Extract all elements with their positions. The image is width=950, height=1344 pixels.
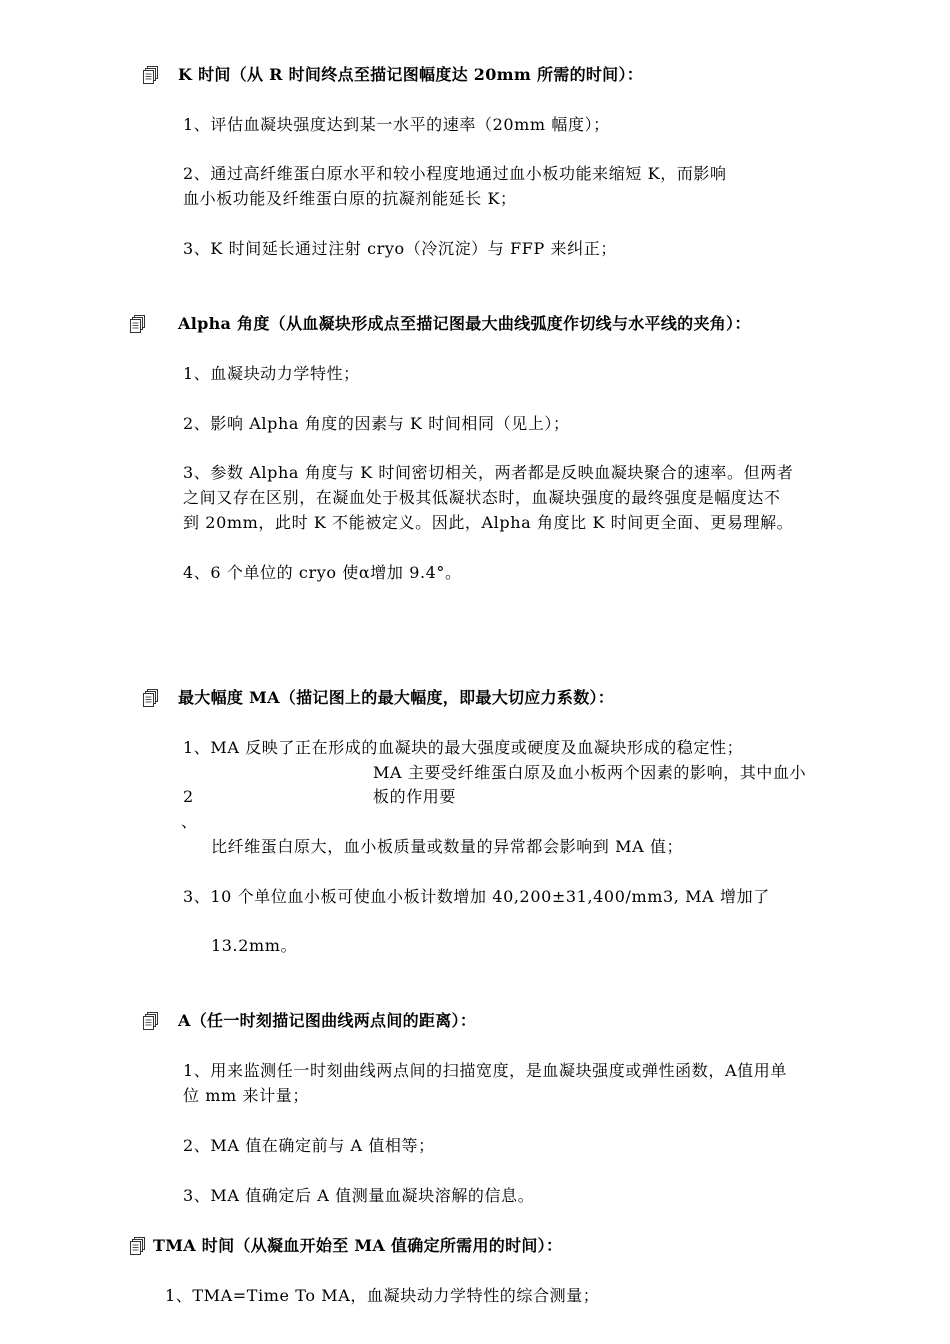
- document-stack-icon: [143, 689, 159, 707]
- list-item: 位 mm 来计量；: [183, 1086, 309, 1105]
- document-stack-icon: [143, 1012, 159, 1030]
- list-item: 3、MA 值确定后 A 值测量血凝块溶解的信息。: [183, 1186, 535, 1205]
- list-item: 1、TMA=Time To MA，血凝块动力学特性的综合测量；: [165, 1286, 600, 1305]
- section-heading-ma: 最大幅度 MA（描记图上的最大幅度，即最大切应力系数）：: [178, 688, 615, 707]
- list-item: 血小板功能及纤维蛋白原的抗凝剂能延长 K；: [183, 189, 517, 208]
- list-item: 之间又存在区别，在凝血处于极其低凝状态时，血凝块强度的最终强度是幅度达不: [183, 488, 781, 507]
- document-stack-icon: [143, 66, 159, 84]
- list-item: 比纤维蛋白原大，血小板质量或数量的异常都会影响到 MA 值；: [211, 837, 684, 856]
- list-item: 板的作用要: [373, 787, 457, 806]
- list-item: 2、通过高纤维蛋白原水平和较小程度地通过血小板功能来缩短 K，而影响: [183, 164, 727, 183]
- list-item: 1、血凝块动力学特性；: [183, 364, 360, 383]
- section-heading-k-time: K 时间（从 R 时间终点至描记图幅度达 20mm 所需的时间）：: [178, 65, 644, 84]
- section-heading-tma: TMA 时间（从凝血开始至 MA 值确定所需用的时间）：: [153, 1236, 563, 1255]
- list-item: 3、10 个单位血小板可使血小板计数增加 40,200±31,400/mm3, MA 增加了: [183, 887, 770, 906]
- list-item: 1、MA 反映了正在形成的血凝块的最大强度或硬度及血凝块形成的稳定性；: [183, 738, 744, 757]
- list-item: 2、影响 Alpha 角度的因素与 K 时间相同（见上）；: [183, 414, 570, 433]
- document-stack-icon: [130, 1237, 146, 1255]
- list-item: 、: [181, 812, 198, 831]
- list-item: 1、用来监测任一时刻曲线两点间的扫描宽度，是血凝块强度或弹性函数，A值用单: [183, 1061, 787, 1080]
- list-item: MA 主要受纤维蛋白原及血小板两个因素的影响，其中血小: [373, 763, 807, 782]
- section-heading-a: A（任一时刻描记图曲线两点间的距离）：: [178, 1011, 477, 1030]
- section-heading-alpha: Alpha 角度（从血凝块形成点至描记图最大曲线弧度作切线与水平线的夹角）：: [178, 314, 751, 333]
- list-item: 2、MA 值在确定前与 A 值相等；: [183, 1136, 435, 1155]
- list-item: 4、6 个单位的 cryo 使α增加 9.4°。: [183, 563, 462, 582]
- list-item: 2: [183, 787, 194, 806]
- document-stack-icon: [130, 315, 146, 333]
- list-item: 13.2mm。: [211, 936, 298, 955]
- list-item: 1、评估血凝块强度达到某一水平的速率（20mm 幅度）；: [183, 115, 610, 134]
- list-item: 到 20mm，此时 K 不能被定义。因此，Alpha 角度比 K 时间更全面、更易理解。: [183, 513, 794, 532]
- list-item: 3、K 时间延长通过注射 cryo（冷沉淀）与 FFP 来纠正；: [183, 239, 617, 258]
- list-item: 3、参数 Alpha 角度与 K 时间密切相关，两者都是反映血凝块聚合的速率。但两者: [183, 463, 794, 482]
